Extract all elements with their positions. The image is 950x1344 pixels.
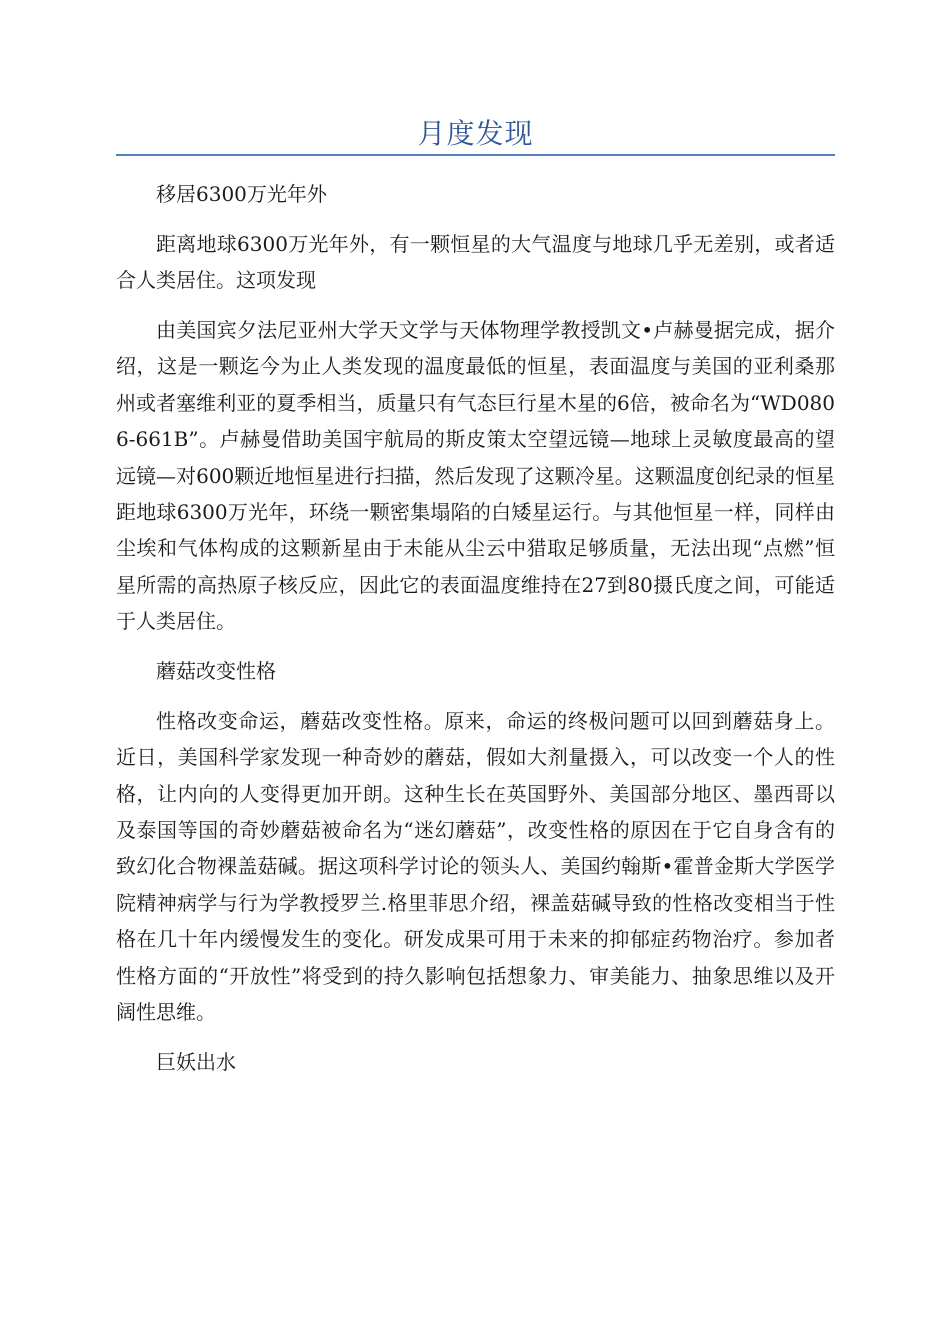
- section-heading: 巨妖出水: [156, 1049, 236, 1074]
- section-heading: 移居6300万光年外: [156, 182, 327, 206]
- document-page: [116, 0, 835, 1094]
- section-star: [116, 176, 835, 640]
- section-mushroom: [116, 653, 835, 1030]
- paragraph: 性格改变命运，蘑菇改变性格。原来，命运的终极问题可以回到蘑菇身上。近日，美国科学家发现一种奇妙的蘑菇，假如大剂量摄入，可以改变一个人的性格，让内向的人变得更加开朗。这种生长在英国野外、美国部分地区、墨西哥以及泰国等国的奇妙蘑菇被命名为“迷幻蘑菇”，改变性格的原因在于它自身含有的致幻化合物裸盖菇碱。据这项科学讨论的领头人、美国约翰斯•霍普金斯大学医学院精神病学与行为学教授罗兰.格里菲思介绍，裸盖菇碱导致的性格改变相当于性格在几十年内缓慢发生的变化。研发成果可用于未来的抑郁症药物治疗。参加者性格方面的“开放性”将受到的持久影响包括想象力、审美能力、抽象思维以及开阔性思维。: [116, 708, 835, 1025]
- document-title: 月度发现: [417, 117, 534, 150]
- paragraph: 距离地球6300万光年外，有一颗恒星的大气温度与地球几乎无差别，或者适合人类居住。这项发现: [116, 231, 835, 293]
- document-body: [116, 156, 835, 1080]
- section-heading: 蘑菇改变性格: [156, 659, 276, 684]
- paragraph: 由美国宾夕法尼亚州大学天文学与天体物理学教授凯文•卢赫曼据完成，据介绍，这是一颗迄今为止人类发现的温度最低的恒星，表面温度与美国的亚利桑那州或者塞维利亚的夏季相当，质量只有气态巨行星木星的6倍，被命名为“WD0806-661B”。卢赫曼借助美国宇航局的斯皮策太空望远镜—地球上灵敏度最高的望远镜—对600颗近地恒星进行扫描，然后发现了这颗冷星。这颗温度创纪录的恒星距地球6300万光年，环绕一颗密集塌陷的白矮星运行。与其他恒星一样，同样由尘埃和气体构成的这颗新星由于未能从尘云中猎取足够质量，无法出现“点燃”恒星所需的高热原子核反应，因此它的表面温度维持在27到80摄氏度之间，可能适于人类居住。: [116, 318, 835, 634]
- section-kraken: [116, 1044, 835, 1080]
